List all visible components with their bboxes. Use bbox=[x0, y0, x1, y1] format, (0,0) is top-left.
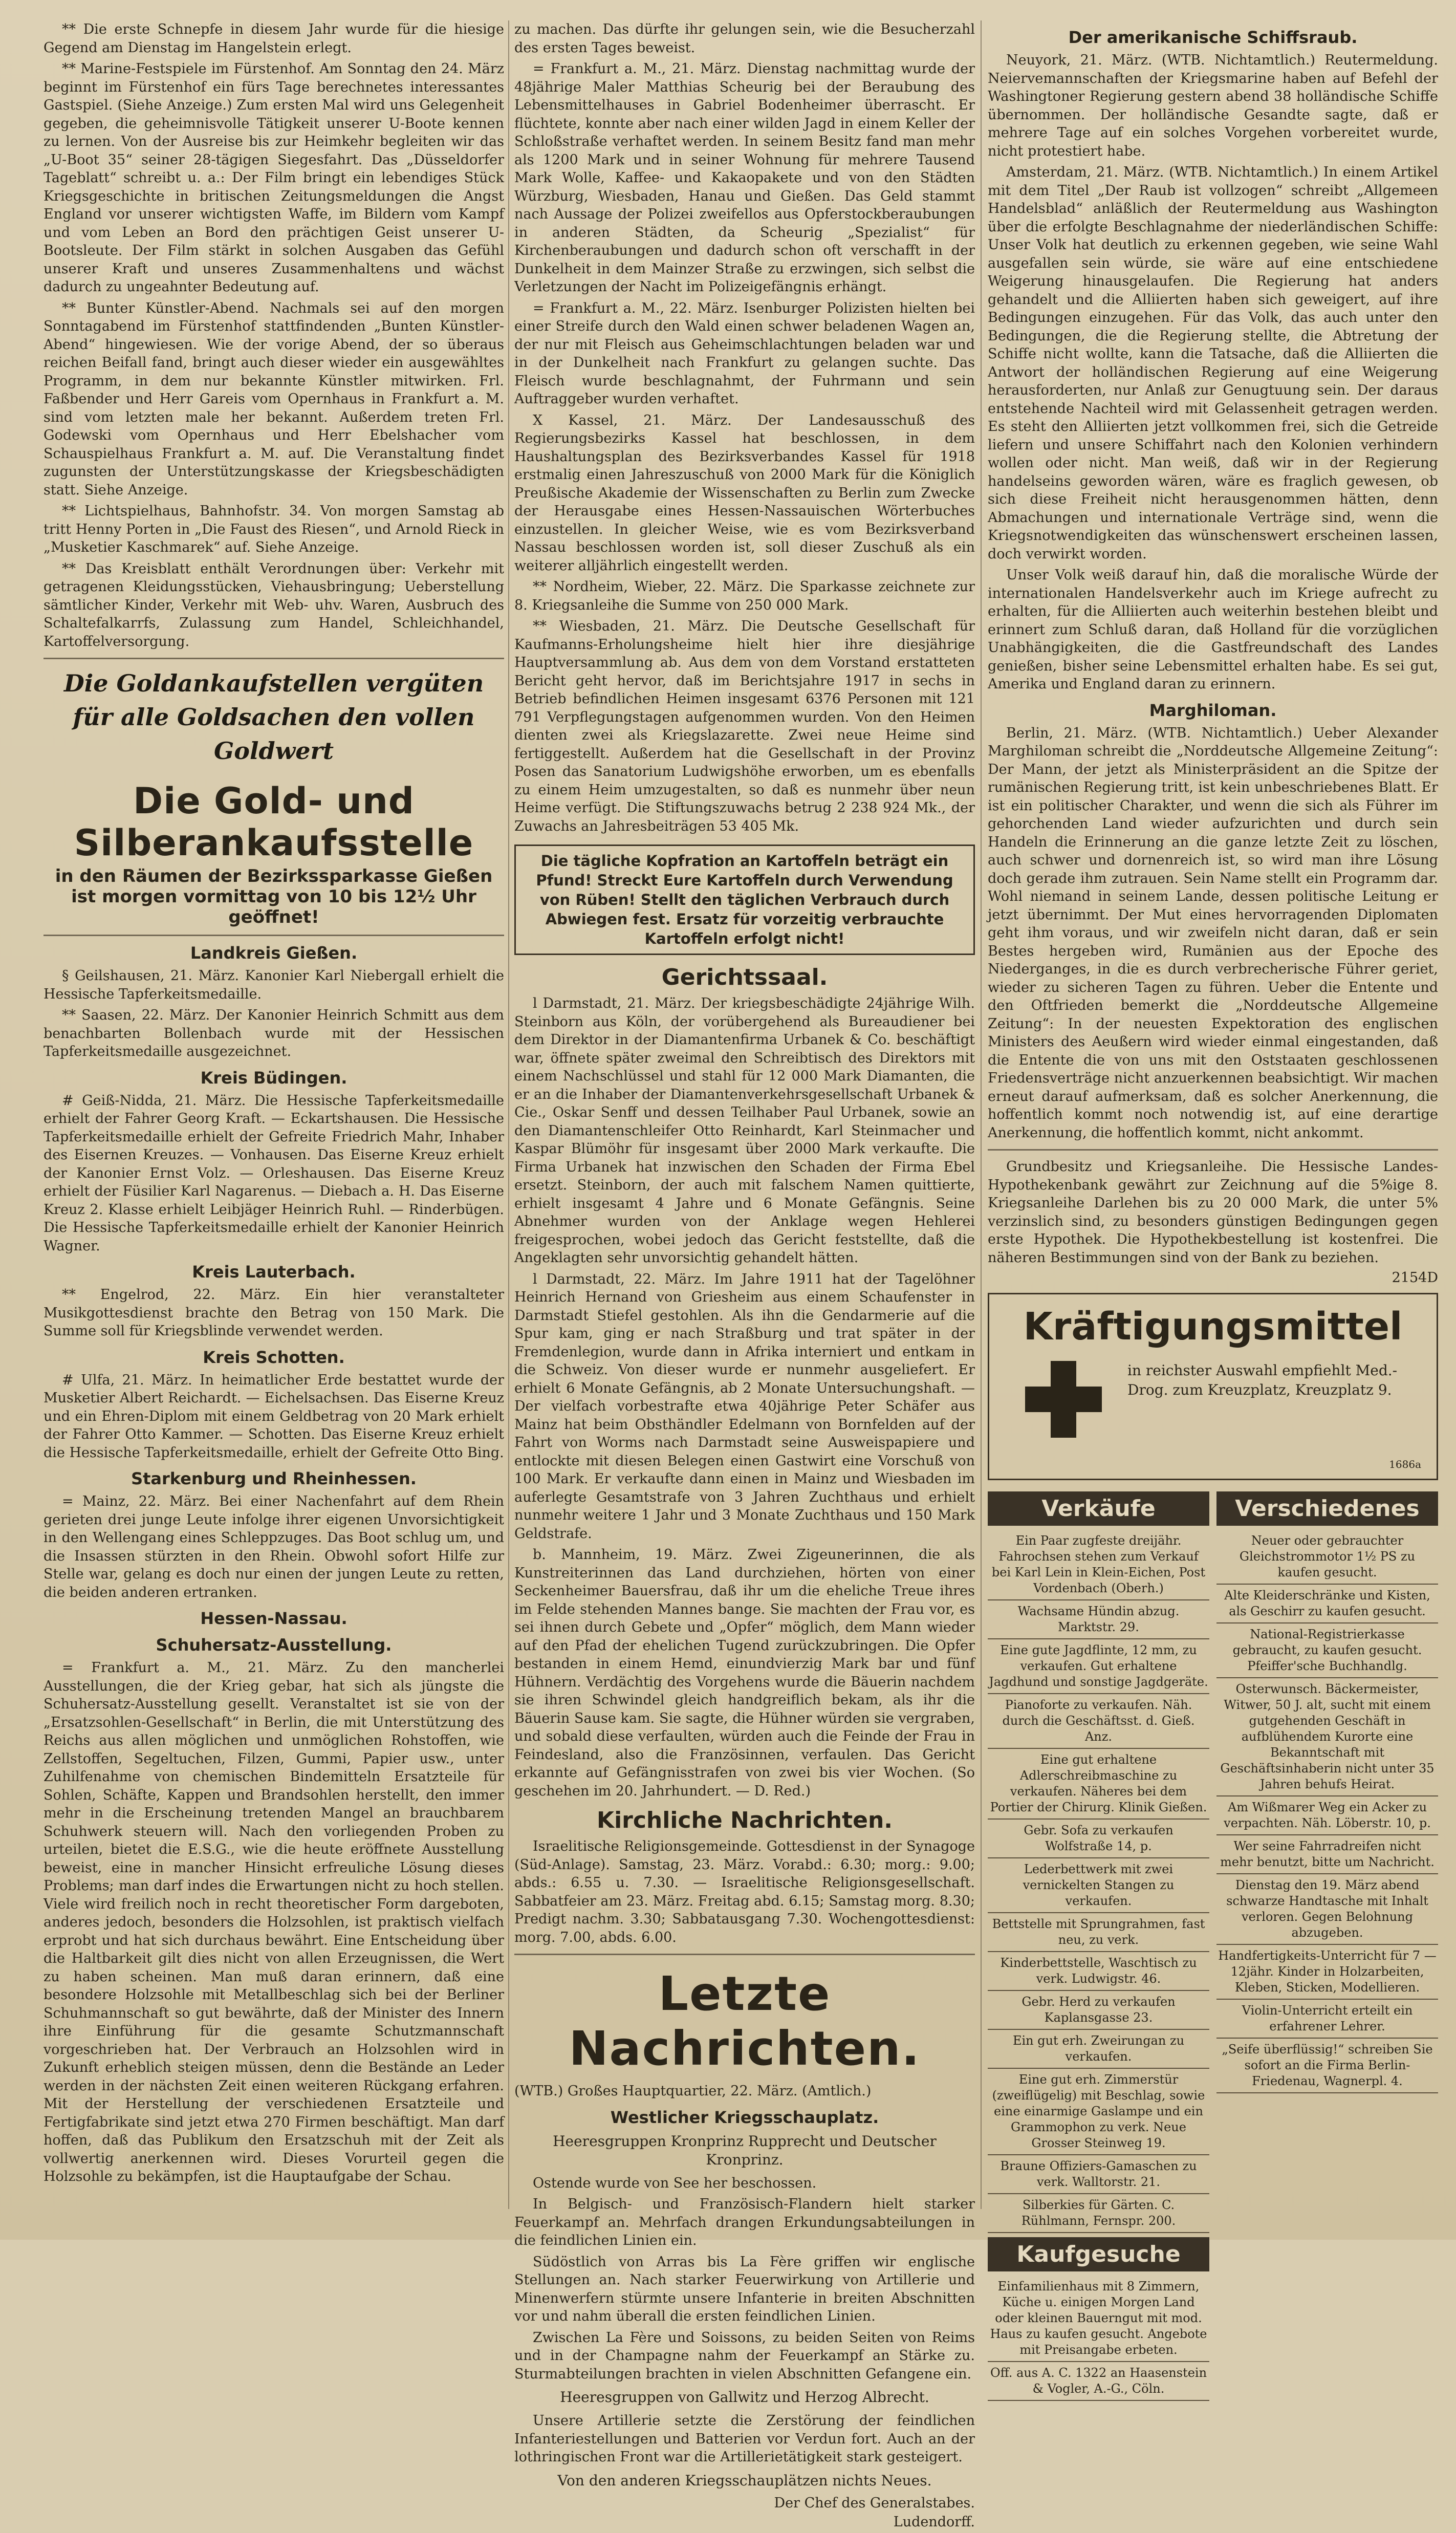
section-heading: Kirchliche Nachrichten. bbox=[596, 1807, 893, 1833]
signature: Der Chef des Generalstabes. bbox=[774, 2495, 975, 2511]
classified-ad: Gebr. Herd zu verkaufen Kaplansgasse 23. bbox=[988, 1991, 1209, 2030]
classified-ad: Bettstelle mit Sprungrahmen, fast neu, zu verk. bbox=[988, 1913, 1209, 1952]
ad-description: in reichster Auswahl empfiehlt Med.-Drog. zum Kreuzplatz, Kreuzplatz 9. bbox=[1127, 1362, 1398, 1398]
column-2 bbox=[514, 20, 975, 2533]
latest-news-headline: Letzte Nachrichten. bbox=[569, 1966, 921, 2076]
army-group-heading: Heeresgruppen von Gallwitz und Herzog Albrecht. bbox=[560, 2389, 929, 2406]
classified-ad: Ein gut erh. Zweirungan zu verkaufen. bbox=[988, 2030, 1209, 2069]
article-text: Ostende wurde von See her beschossen. bbox=[533, 2175, 817, 2191]
article-text: Israelitische Religionsgemeinde. Gottesdienst in der Synagoge (Süd-Anlage). Samstag, 23. März. Vorabd.: 6.30; morg.: 9.00; abds.: 6.55 u. 7.30. — Israelitische Religionsgesellschaft. Sabbatfeier am 23. März. Freitag abd. 6.15; Samstag morg. 8.30; Predigt nachm. 3.30; Sabbatausgang 7.30. Wochengottesdienst: morg. 7.00, abds. 6.00. bbox=[514, 1838, 975, 1945]
army-group-heading: Heeresgruppen Kronprinz Rupprecht und Deutscher Kronprinz. bbox=[553, 2132, 937, 2168]
article-text: ** Marine-Festspiele im Fürstenhof. Am Sonntag den 24. März beginnt im Fürstenhof ein fürs Tage berechnetes interessantes Gastspiel. (Siehe Anzeige.) Zum ersten Mal wird uns Gelegenheit gegeben, die geheimnisvolle Tätigkeit unserer U-Boote kennen zu lernen. Von der Ausreise bis zur Heimkehr begleiten wir das „U-Boot 35“ seiner 28-tägigen Siegesfahrt. Das „Düsseldorfer Tageblatt“ schreibt u. a.: Der Film bringt ein lebendiges Stück Kriegsgeschichte in britischen Zeitungsmeldungen die Angst England vor unserer wichtigsten Waffe, im Bildern vom Kampf und vom Leben an Bord den prächtigen Geist unserer U-Bootsleute. Der Film stärkt in solchen Ausgaben das Gefühl unserer Kraft und unseres Zusammenhaltens und wächst dadurch zu ungeahnter Bedeutung auf. bbox=[44, 61, 504, 295]
article-text: = Frankfurt a. M., 21. März. Dienstag nachmittag wurde der 48jährige Maler Matthias Scheurig bei der Beraubung des Lebensmittelhauses in Gabriel Bodenheimer überrascht. Er flüchtete, konnte aber nach einer wilden Jagd in einem Keller der Schloßstraße verhaftet werden. In seinem Besitz fand man mehr als 1200 Mark und in seiner Wohnung für mehrere Tausend Mark Wolle, Kaffee- und Kakaopakete und von den Städten Würzburg, Wiesbaden, Hanau und Gießen. Das Geld stammt nach Aussage der Polizei zweifellos aus Opferstockberaubungen in anderen Städten, da Scheurig „Spezialist“ für Kirchenberaubungen und dadurch schon oft verschafft in der Dunkelheit in dem Mainzer Straße zu erzwingen, sich selbst die Verletzungen der Nacht im Polizeigefängnis erhängt. bbox=[514, 61, 975, 295]
article-text: ** Die erste Schnepfe in diesem Jahr wurde für die hiesige Gegend am Dienstag im Hangelstein erlegt. bbox=[44, 21, 504, 56]
classified-ads bbox=[988, 1487, 1438, 2401]
section-heading: Hessen-Nassau. bbox=[200, 1609, 347, 1628]
article-text: zu machen. Das dürfte ihr gelungen sein, wie die Besucherzahl des ersten Tages beweist. bbox=[514, 21, 975, 56]
article-text: § Geilshausen, 21. März. Kanonier Karl Niebergall erhielt die Hessische Tapferkeitsmedaille. bbox=[44, 968, 504, 1002]
ad-title: Kräftigungsmittel bbox=[1023, 1305, 1403, 1349]
article-text: = Frankfurt a. M., 22. März. Isenburger Polizisten hielten bei einer Streife durch den Wald einen schwer beladenen Wagen an, der nur mit Fleisch aus Geheimschlachtungen beladen war und in der Dunkelheit nach Frankfurt zu gelangen suchte. Das Fleisch wurde beschlagnahmt, der Fuhrmann und sein Auftraggeber wurden verhaftet. bbox=[514, 300, 975, 407]
column-3 bbox=[988, 20, 1438, 2401]
verkaeufe-badge: Verkäufe bbox=[988, 1491, 1209, 1526]
article-text: Unser Volk weiß darauf hin, daß die moralische Würde der internationalen Handelsverkehr auch im Kriege aufrecht zu erhalten, für die Alliierten auch weiterhin bestehen bleibt und erinnert zum Schluß daran, daß Holland für die vorzüglichen Unabhängigkeiten, die die Gastfreundschaft des Landes genießen, bisher seine Lebensmittel erhalten habe. Es sei gut, Amerika und England daran zu erinnern. bbox=[988, 567, 1438, 692]
gold-headline: Die Gold- und Silberankaufsstelle bbox=[74, 780, 474, 864]
article-text: l Darmstadt, 22. März. Im Jahre 1911 hat der Tagelöhner Heinrich Hernand von Griesheim aus einem Schaufenster in Darmstadt Stiefel gestohlen. Als ihn die Gendarmerie auf die Spur kam, ging er nach Straßburg und trat später in der Fremdenlegion, wurde dann in Afrika interniert und entkam in die Schweiz. Von dieser wurde er nunmehr ausgeliefert. Er erhielt 6 Monate Gefängnis, ab 2 Monate Untersuchungshaft. — Der vielfach vorbestrafte etwa 40jährige Peter Schäfer aus Mainz hat beim Obsthändler Edelmann von Bornfelden auf der Fahrt von Worms nach Darmstadt seine Ausweispapiere und entlockte mit diesen Belegen einen Gastwirt eine Vorschuß von 100 Mark. Er verkaufte dann einen in Mainz und Wiesbaden im auferlegte Gesamtstrafe von 3 Jahren Zuchthaus und erhielt nunmehr weitere 1 Jahr und 3 Monate Zuchthaus und 150 Mark Geldstrafe. bbox=[514, 1271, 975, 1542]
section-heading: Der amerikanische Schiffsraub. bbox=[1068, 28, 1358, 47]
article-text: ** Bunter Künstler-Abend. Nachmals sei auf den morgen Sonntagabend im Fürstenhof stattfindenden „Bunten Künstler-Abend“ hingewiesen. Wie der vorige Abend, der so überaus reichen Beifall fand, bringt auch dieser wieder ein ausgewähltes Programm, in dem nur bekannte Künstler mitwirken. Frl. Faßbender und Herr Gareis vom Opernhaus in Frankfurt a. M. sind vom letzten male her bekannt. Außerdem treten Frl. Godewski vom Opernhaus und Herr Ebelshacher vom Schauspielhaus Frankfurt a. M. auf. Die Veranstaltung findet zugunsten der Unterstützungskasse der Kriegsbeschädigten statt. Siehe Anzeige. bbox=[44, 300, 504, 498]
divider bbox=[44, 658, 504, 659]
section-heading: Kreis Büdingen. bbox=[200, 1068, 347, 1088]
article-text: Unsere Artillerie setzte die Zerstörung der feindlichen Infanteriestellungen und Batterien vor Verdun fort. Auch an der lothringischen Front war die Artillerietätigkeit stark gesteigert. bbox=[514, 2413, 975, 2465]
column-rule bbox=[981, 20, 982, 2209]
classified-ad: Eine gut erhaltene Adlerschreibmaschine zu verkaufen. Näheres bei dem Portier der Chirurg. Klinik Gießen. bbox=[988, 1749, 1209, 1820]
article-text: ** Lichtspielhaus, Bahnhofstr. 34. Von morgen Samstag ab tritt Henny Porten in „Die Faust des Riesen“, und Arnold Rieck in „Musketier Kaschmarek“ auf. Siehe Anzeige. bbox=[44, 503, 504, 555]
section-heading: Gerichtssaal. bbox=[661, 964, 828, 990]
classified-ad: Ein Paar zugfeste dreijähr. Fahrochsen stehen zum Verkauf bei Karl Lein in Klein-Eichen, Post Vordenbach (Oberh.) bbox=[988, 1530, 1209, 1600]
column-1 bbox=[44, 20, 504, 2189]
kaufgesuche-badge: Kaufgesuche bbox=[988, 2237, 1209, 2271]
classified-ad: Wer seine Fahrradreifen nicht mehr benutzt, bitte um Nachricht. bbox=[1216, 1835, 1438, 1874]
article-text: Südöstlich von Arras bis La Fère griffen wir englische Stellungen an. Nach starker Feuerwirkung von Artillerie und Minenwerfern stürmte unsere Infanterie in breiten Abschnitten vor und nahm überall die ersten feindlichen Linien. bbox=[514, 2254, 975, 2324]
article-text: ** Das Kreisblatt enthält Verordnungen über: Verkehr mit getragenen Kleidungsstücken, Viehausbringung; Ueberstellung sämtlicher Kinder, Verkehr mit Web- uhv. Waren, Ausbruch des Schaltefalkarrfs, Zulassung zum Handel, Schleichhandel, Kartoffelversorgung. bbox=[44, 560, 504, 650]
article-text: X Kassel, 21. März. Der Landesausschuß des Regierungsbezirks Kassel hat beschlossen, in dem Haushaltungsplan des Bezirksverbandes Kassel für 1918 erstmalig einen Jahreszuschuß von 2000 Mark für die Königlich Preußische Akademie der Wissenschaften zu Berlin zum Zwecke der Herausgabe eines Hessen-Nassauischen Wörterbuches einzustellen. In gleicher Weise, wie es vom Bezirksverband Nassau beschlossen worden ist, soll dieser Zuschuß als ein weiterer alljährlich eingestellt werden. bbox=[514, 412, 975, 574]
classified-ad: „Seife überflüssig!“ schreiben Sie sofort an die Firma Berlin-Friedenau, Wagnerpl. 4. bbox=[1216, 2039, 1438, 2093]
article-text: = Frankfurt a. M., 21. März. Zu den mancherlei Ausstellungen, die der Krieg gebar, hat sich als jüngste die Schuhersatz-Ausstellung gesellt. Veranstaltet ist sie von der „Ersatzsohlen-Gesellschaft“ in Berlin, die mit Unterstützung des Reichs aus allen möglichen und unmöglichen Rohstoffen, wie Zellstoffen, Segeltuchen, Filzen, Gummi, Papier usw., unter Zuhilfenahme von chemischen Bindemitteln Ersatzteile für Sohlen, Schäfte, Kappen und Brandsohlen herstellt, den immer mehr in die Erscheinung tretenden Mangel an brauchbarem Schuhwerk steuern will. Nach den vorliegenden Proben zu urteilen, bietet die E.S.G., wie die heute eröffnete Ausstellung beweist, eine in mancher Hinsicht erfreuliche Lösung dieses Problems; man darf indes die Erwartungen nicht zu hoch stellen. Viele wird freilich noch in recht theoretischer Form dargeboten, anderes jedoch, besonders die Holzsohlen, ist praktisch vielfach erprobt und hat sich durchaus bewährt. Eine Entscheidung über die Haltbarkeit gilt dies nicht von allen Erzeugnissen, die Wert zu haben scheinen. Man muß daran erinnern, daß eine besondere Holzsohle mit Metallbeschlag sich bei der Berliner Schuhmannschaft so gut bewährte, daß der Minister des Innern ihre Einführung für die gesamte Schutzmannschaft vorgeschrieben hat. Der Verbrauch an Holzsohlen wird in Zukunft erheblich steigen müssen, denn die Bestände an Leder werden in der nächsten Zeit einen weiteren Rückgang erfahren. Mit der Herstellung der verschiedenen Ersatzteile und Fertigfabrikate sind jetzt etwa 270 Firmen beschäftigt. Man darf hoffen, daß das Publikum den Ersatzschuh mit der Zeit als vollwertig anerkennen wird. Dieses Vorurteil gegen die Holzsohle zu bekämpfen, ist die Hauptaufgabe der Schau. bbox=[44, 1660, 504, 2184]
gold-subheadline: in den Räumen der Bezirkssparkasse Gießen ist morgen vormittag von 10 bis 12½ Uhr geöffnet! bbox=[55, 866, 493, 927]
article-text: Grundbesitz und Kriegsanleihe. Die Hessische Landes-Hypothekenbank gewährt zur Zeichnung auf die 5%ige 8. Kriegsanleihe Darlehen bis zu 20 000 Mark, die unter 5% verzinslich sind, zu besonders günstigen Bedingungen gegen erste Hypothek. Die Hypothekbestellung ist kostenfrei. Die näheren Bestimmungen sind von der Bank zu beziehen. bbox=[988, 1159, 1438, 1266]
section-heading: Kreis Schotten. bbox=[203, 1347, 345, 1367]
classified-ad: Eine gut erh. Zimmerstür (zweiflügelig) mit Beschlag, sowie eine einarmige Gaslampe und ein Grammophon zu verk. Neue Grosser Steinweg 19. bbox=[988, 2069, 1209, 2155]
section-heading: Marghiloman. bbox=[1149, 700, 1277, 720]
classified-ad: Handfertigkeits-Unterricht für 7 — 12jähr. Kinder in Holzarbeiten, Kleben, Sticken, Modellieren. bbox=[1216, 1945, 1438, 2000]
signature: Ludendorff. bbox=[893, 2514, 975, 2530]
notice-text: Die tägliche Kopfration an Kartoffeln beträgt ein Pfund! Streckt Eure Kartoffeln durch Verwendung von Rüben! Stellt den täglichen Verbrauch durch Abwiegen fest. Ersatz für vorzeitig verbrauchte Kartoffeln erfolgt nicht! bbox=[536, 852, 953, 947]
article-text: = Mainz, 22. März. Bei einer Nachenfahrt auf dem Rhein gerieten drei junge Leute infolge ihrer eigenen Unvorsichtigkeit in den Wellengang eines Schleppzuges. Das Boot schlug um, und die Insassen stürzten in den Rhein. Obwohl sofort Hilfe zur Stelle war, gelang es doch nur einen der jungen Leute zu retten, die beiden anderen ertranken. bbox=[44, 1493, 504, 1600]
classified-ad: Osterwunsch. Bäckermeister, Witwer, 50 J. alt, sucht mit einem gutgehenden Geschäft in aufblühendem Kurorte eine Bekanntschaft mit Geschäftsinhaberin nicht unter 35 Jahren behufs Heirat. bbox=[1216, 1678, 1438, 1796]
article-text: Neuyork, 21. März. (WTB. Nichtamtlich.) Reutermeldung. Neiervemannschaften der Kriegsmarine haben auf Befehl der Washingtoner Regierung gestern abend 38 holländische Schiffe übernommen. Der holländische Gesandte sagte, daß er mehrere Tage auf ein solches Vorgehen vorbereitet wurde, nicht protestiert habe. bbox=[988, 52, 1438, 159]
article-text: b. Mannheim, 19. März. Zwei Zigeunerinnen, die als Kunstreiterinnen das Land durchziehen, hörten von einer Seckenheimer Bauersfrau, daß ihr um die eheliche Treue ihres im Felde stehenden Mannes bange. Sie machten der Frau vor, es sei ihnen durch Gebete und „Opfer“ möglich, dem Mann wieder auf den Pfad der ehelichen Tugend zurückzubringen. Die Opfer bestanden in einem Hemd, einundvierzig Mark bar und fünf Hühnern. Verdächtig des Vorgehens wurde die Bäuerin nachdem sie ihren Schwindel gleich handgreiflich bekam, als ihr die Bäuerin Sause kam. Sie sagte, die Hühner würden sie vergraben, und sobald diese verfaulten, würden auch die Feinde der Frau in Feindesland, also die Französinnen, verfaulen. Das Gericht erkannte auf Gefängnisstrafen von zwei bis vier Wochen. (So geschehen im 20. Jahrhundert. — D. Red.) bbox=[514, 1547, 975, 1799]
article-text: ** Nordheim, Wieber, 22. März. Die Sparkasse zeichnete zur 8. Kriegsanleihe die Summe von 250 000 Mark. bbox=[514, 579, 975, 613]
article-text: (WTB.) Großes Hauptquartier, 22. März. (Amtlich.) bbox=[514, 2083, 872, 2099]
classified-column-right bbox=[1216, 1487, 1438, 2401]
gold-script-ad: Die Goldankaufstellen vergüten für alle Goldsachen den vollen Goldwert bbox=[63, 669, 484, 765]
article-text: ** Saasen, 22. März. Der Kanonier Heinrich Schmitt aus dem benachbarten Bollenbach wurde mit der Hessischen Tapferkeitsmedaille ausgezeichnet. bbox=[44, 1007, 504, 1059]
divider bbox=[44, 935, 504, 936]
article-text: ** Engelrod, 22. März. Ein hier veranstalteter Musikgottesdienst brachte den Betrag von 150 Mark. Die Summe soll für Kriegsblinde verwendet werden. bbox=[44, 1287, 504, 1339]
divider bbox=[514, 1954, 975, 1955]
verschiedenes-badge: Verschiedenes bbox=[1216, 1491, 1438, 1526]
divider bbox=[988, 1149, 1438, 1151]
classified-ad: Wachsame Hündin abzug. Marktstr. 29. bbox=[988, 1600, 1209, 1639]
classified-ad: Alte Kleiderschränke und Kisten, als Geschirr zu kaufen gesucht. bbox=[1216, 1585, 1438, 1623]
classified-ad: Dienstag den 19. März abend schwarze Handtasche mit Inhalt verloren. Gegen Belohnung abzugeben. bbox=[1216, 1874, 1438, 1945]
classified-ad: Kinderbettstelle, Waschtisch zu verk. Ludwigstr. 46. bbox=[988, 1952, 1209, 1991]
ad-reference: 2154D bbox=[1392, 1270, 1438, 1286]
classified-ad: Einfamilienhaus mit 8 Zimmern, Küche u. einigen Morgen Land oder kleinen Bauerngut mit mod. Haus zu kaufen gesucht. Angebote mit Preisangabe erbeten. bbox=[988, 2276, 1209, 2362]
red-cross-icon bbox=[1025, 1361, 1102, 1438]
section-heading: Landkreis Gießen. bbox=[190, 943, 358, 963]
classified-ad: Off. aus A. C. 1322 an Haasenstein & Vogler, A.-G., Cöln. bbox=[988, 2362, 1209, 2401]
classified-ad: Braune Offiziers-Gamaschen zu verk. Walltorstr. 21. bbox=[988, 2155, 1209, 2194]
article-text: Amsterdam, 21. März. (WTB. Nichtamtlich.) In einem Artikel mit dem Titel „Der Raub ist vollzogen“ schreibt „Allgemeen Handelsblad“ anläßlich der Reutermeldung aus Washington über die erfolgte Beschlagnahme der niederländischen Schiffe: Unser Volk hat deutlich zu erkennen gegeben, wie seine Wahl ausgefallen sein würde, sie wäre auf eine entschiedene Weigerung hinausgelaufen. Die Regierung hat anders gehandelt und die Alliierten haben sich geweigert, auf ihre Bedingungen einzugehen. Für das Volk, das auch unter den Bedingungen, die die Regierung stellte, die Abtretung der Schiffe nicht wollte, kann die Tatsache, daß die Alliierten die Antwort der holländischen Regierung auf eine Weigerung herausforderten, nur Anlaß zur Genugtuung sein. Der daraus entstehende Nachteil wird mit Gelassenheit getragen werden. Es steht den Alliierten jetzt vollkommen frei, sich die Getreide liefern und unsere Schiffahrt nach den Kolonien verhindern wollen oder nicht. Man weiß, daß wir in der Regierung handelseins geworden wären, wäre es fraglich gewesen, ob sich diese Freiheit nicht herausgenommen hätten, denn Abmachungen und internationale Verträge sind, wenn die Kriegsnotwendigkeiten das wünschenswert erscheinen lassen, doch verwirkt worden. bbox=[988, 164, 1438, 562]
classified-column-left bbox=[988, 1487, 1209, 2401]
section-heading: Kreis Lauterbach. bbox=[192, 1262, 356, 1282]
classified-ad: Violin-Unterricht erteilt ein erfahrener Lehrer. bbox=[1216, 2000, 1438, 2039]
article-text: Berlin, 21. März. (WTB. Nichtamtlich.) Ueber Alexander Marghiloman schreibt die „Norddeutsche Allgemeine Zeitung“: Der Mann, der jetzt als Ministerpräsident an die Spitze der rumänischen Regierung tritt, ist kein unbeschriebenes Blatt. Er ist ein politischer Charakter, und wenn die sich als Führer im gehorchenden Land wieder aufzurichten und durch sein Handeln die Erinnerung an die ganze letzte Zeit zu löschen, auch schwer und dornenreich ist, so wird man ihre Lösung doch gerade ihm zutrauen. Sein Name stellt ein Programm dar. Wohl niemand in seinem Lande, dessen politische Leitung er jetzt übernimmt. Der Mut eines hervorragenden Diplomaten geht ihm voraus, und wir zweifeln nicht daran, daß er sein Bestes hergeben wird, Rumänien aus der Epoche des Niederganges, in die es durch verbrecherische Führer geriet, wieder zu sicheren Tagen zu führen. Ueber die Entente und den Oftfrieden bemerkt die „Norddeutsche Allgemeine Zeitung“: In der neuesten Expektoration des englischen Ministers des Aeußern wird wieder einmal eingestanden, daß die Entente die von uns mit den Oststaaten geschlossenen Friedensverträge nicht anzuerkennen beabsichtigt. Wir machen erneut darauf aufmerksam, daß es solcher Anerkennung, die hoffentlich kommt noch notwendig ist, auf eine derartige Anerkennung, die hoffentlich kommt, nicht ankommt. bbox=[988, 725, 1438, 1141]
classified-ad: Silberkies für Gärten. C. Rühlmann, Fernspr. 200. bbox=[988, 2194, 1209, 2233]
article-text: ** Wiesbaden, 21. März. Die Deutsche Gesellschaft für Kaufmanns-Erholungsheime hielt hier ihre diesjährige Hauptversammlung ab. Aus dem von dem Vorstand erstatteten Bericht geht hervor, daß im Berichtsjahre 1917 in sechs in Betrieb befindlichen Heimen insgesamt 6376 Personen mit 121 791 Verpflegungstagen aufgenommen wurden. Von den Heimen dienten zwei als Kriegslazarette. Zwei neue Heime sind fertiggestellt. Außerdem hat die Gesellschaft in der Provinz Posen das Sanatorium Ludwigshöhe erworben, um es ebenfalls zu einem Heim umzugestalten, so daß es nunmehr über neun Heime verfügt. Die Stiftungszuwachs betrug 2 238 924 Mk., der Zuwachs an Jahresbeiträgen 53 405 Mk. bbox=[514, 618, 975, 834]
kraeftigungsmittel-ad bbox=[988, 1293, 1438, 1480]
section-heading: Schuhersatz-Ausstellung. bbox=[156, 1635, 392, 1655]
ad-reference: 1686a bbox=[1389, 1458, 1421, 1470]
column-rule bbox=[508, 20, 509, 2209]
article-text: In Belgisch- und Französisch-Flandern hielt starker Feuerkampf an. Mehrfach drangen Erkundungsabteilungen in die feindlichen Linien ein. bbox=[514, 2196, 975, 2248]
classified-ad: Am Wißmarer Weg ein Acker zu verpachten. Näh. Löberstr. 10, p. bbox=[1216, 1796, 1438, 1835]
closing-line: Von den anderen Kriegsschauplätzen nichts Neues. bbox=[557, 2472, 932, 2489]
article-text: # Ulfa, 21. März. In heimatlicher Erde bestattet wurde der Musketier Albert Reichardt. — Eichelsachsen. Das Eiserne Kreuz und ein Ehren-Diplom mit einem Geldbetrag von 20 Mark erhielt der Fahrer Otto Kammer. — Schotten. Das Eiserne Kreuz erhielt die Hessische Tapferkeitsmedaille, erhielt der Gefreite Otto Bing. bbox=[44, 1372, 504, 1461]
section-heading: Westlicher Kriegsschauplatz. bbox=[610, 2107, 879, 2127]
classified-ad: Lederbettwerk mit zwei vernickelten Stangen zu verkaufen. bbox=[988, 1858, 1209, 1913]
classified-ad: National-Registrierkasse gebraucht, zu kaufen gesucht. Pfeiffer'sche Buchhandlg. bbox=[1216, 1623, 1438, 1678]
section-heading: Starkenburg und Rheinhessen. bbox=[131, 1469, 417, 1488]
classified-ad: Eine gute Jagdflinte, 12 mm, zu verkaufen. Gut erhaltene Jagdhund und sonstige Jagdgeräte. bbox=[988, 1639, 1209, 1694]
potato-ration-notice bbox=[514, 845, 975, 955]
classified-ad: Gebr. Sofa zu verkaufen Wolfstraße 14, p. bbox=[988, 1820, 1209, 1858]
classified-ad: Neuer oder gebrauchter Gleichstrommotor 1½ PS zu kaufen gesucht. bbox=[1216, 1530, 1438, 1585]
article-text: l Darmstadt, 21. März. Der kriegsbeschädigte 24jährige Wilh. Steinborn aus Köln, der vorübergehend als Bureaudiener bei dem Direktor in der Diamantenfirma Urbanek & Co. beschäftigt war, öffnete später zweimal den Schreibtisch des Direktors mit einem Nachschlüssel und stahl für 12 000 Mark Diamanten, die er an die Inhaber der Diamantenverkehrsgesellschaft Urbanek & Cie., Oskar Senff und dessen Teilhaber Paul Urbanek, sowie an den Diamantenschleifer Otto Reinhardt, Karl Steinmacher und Kaspar Blümöhr für insgesamt über 2000 Mark verkaufte. Die Firma Urbanek hat inzwischen den Schaden der Firma Ebel ersetzt. Steinborn, der auch mit falschem Namen quittierte, erhielt insgesamt 4 Jahre und 6 Monate Gefängnis. Seine Abnehmer wurden von der Anklage wegen Hehlerei freigesprochen, wobei jedoch das Gericht feststellte, daß die Angeklagten sehr unvorsichtig gehandelt hätten. bbox=[514, 995, 975, 1266]
article-text: Zwischen La Fère und Soissons, zu beiden Seiten von Reims und in der Champagne nahm der Feuerkampf an Stärke zu. Sturmabteilungen brachten in vielen Abschnitten Gefangene ein. bbox=[514, 2329, 975, 2382]
classified-ad: Pianoforte zu verkaufen. Näh. durch die Geschäftsst. d. Gieß. Anz. bbox=[988, 1694, 1209, 1749]
article-text: # Geiß-Nidda, 21. März. Die Hessische Tapferkeitsmedaille erhielt der Fahrer Georg Kraft. — Eckartshausen. Die Hessische Tapferkeitsmedaille erhielt der Gefreite Friedrich Mahr, Inhaber des Eisernen Kreuzes. — Vonhausen. Das Eiserne Kreuz erhielt der Kanonier Ernst Volz. — Orleshausen. Das Eiserne Kreuz erhielt der Füsilier Karl Nagarenus. — Diebach a. H. Das Eiserne Kreuz 2. Klasse erhielt Leibjäger Heinrich Ruhl. — Rinderbügen. Die Hessische Tapferkeitsmedaille erhielt der Kanonier Heinrich Wagner. bbox=[44, 1092, 504, 1254]
